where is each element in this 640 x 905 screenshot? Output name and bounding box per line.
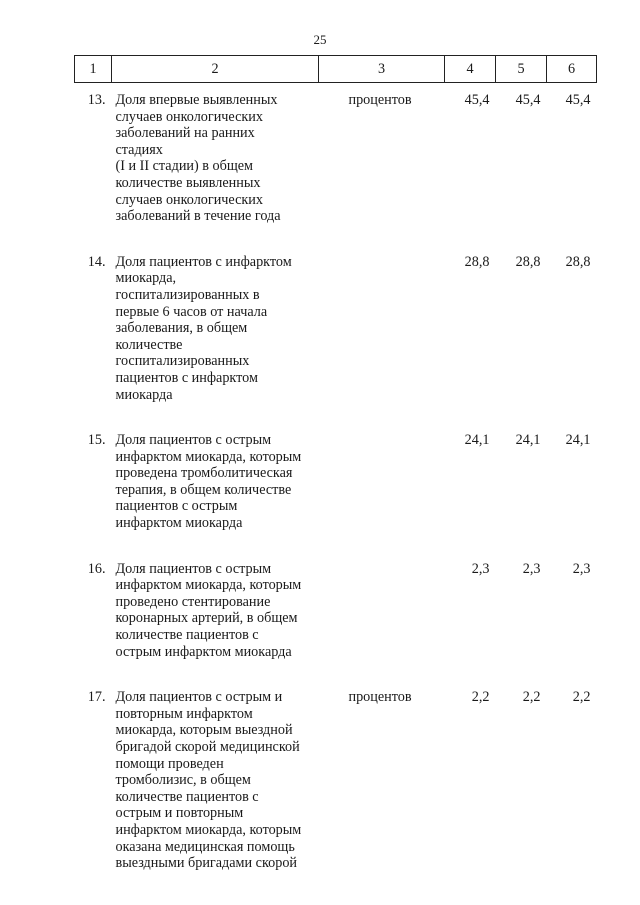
- table-row: [75, 83, 597, 245]
- value-col-6: 2,2: [572, 689, 591, 706]
- indicator-name-line: пациентов с острым: [115, 498, 238, 515]
- value-col-5: 2,3: [522, 560, 541, 577]
- indicator-name-line: миокарда, которым выездной: [115, 722, 293, 739]
- value-col-5: 45,4: [515, 92, 541, 108]
- indicator-name-line: помощи проведен: [115, 755, 224, 772]
- indicator-name-line: Доля пациентов с инфарктом: [115, 253, 292, 270]
- indicator-name-line: количестве пациентов с: [115, 788, 259, 805]
- indicator-name-line: Доля пациентов с острым: [115, 432, 272, 449]
- header-row: [75, 56, 597, 83]
- indicator-name-line: терапия, в общем количестве: [115, 481, 292, 498]
- indicator-name-line: Доля пациентов с острым и: [115, 689, 283, 706]
- indicator-name-line: Доля пациентов с острым: [115, 560, 272, 577]
- indicator-name-line: коронарных артерий, в общем: [115, 610, 298, 627]
- indicator-name-line: заболеваний в течение года: [115, 208, 281, 225]
- row-number: 14.: [87, 253, 106, 270]
- indicator-name-line: стадиях: [115, 141, 163, 158]
- unit-of-measure: процентов: [348, 92, 412, 108]
- indicator-name: [112, 245, 319, 423]
- indicator-name-line: Доля впервые выявленных: [115, 92, 278, 108]
- indicator-name-line: количестве: [115, 336, 183, 353]
- indicator-name: [112, 423, 319, 552]
- indicator-name-line: выездными бригадами скорой: [115, 855, 298, 872]
- indicators-table: [74, 55, 597, 892]
- row-number: 13.: [87, 92, 106, 108]
- row-number: 15.: [87, 432, 106, 449]
- value-col-6: 45,4: [565, 92, 591, 108]
- indicator-name-line: острым инфарктом миокарда: [115, 643, 292, 660]
- row-number: 17.: [87, 689, 106, 706]
- indicator-name-line: случаев онкологических: [115, 108, 263, 125]
- indicator-name-line: заболевания, в общем: [115, 320, 248, 337]
- indicator-name-line: госпитализированных: [115, 353, 250, 370]
- indicator-name-line: инфарктом миокарда, которым: [115, 821, 302, 838]
- column-header: 1: [75, 56, 112, 83]
- indicator-name-line: количестве пациентов с: [115, 627, 259, 644]
- row-number: 16.: [87, 560, 106, 577]
- indicator-name-line: проведено стентирование: [115, 593, 271, 610]
- indicator-name-line: тромболизис, в общем: [115, 772, 251, 789]
- table-row: [75, 552, 597, 681]
- value-col-4: 45,4: [464, 92, 490, 108]
- value-col-5: 2,2: [522, 689, 541, 706]
- indicator-name-line: (I и II стадии) в общем: [115, 158, 254, 175]
- table-row: [75, 245, 597, 423]
- indicator-name-line: проведена тромболитическая: [115, 465, 293, 482]
- indicator-name: [112, 552, 319, 681]
- value-col-5: 24,1: [515, 432, 541, 449]
- value-col-5: 28,8: [515, 253, 541, 270]
- value-col-6: 2,3: [572, 560, 591, 577]
- indicator-name-line: госпитализированных в: [115, 286, 260, 303]
- column-header: 6: [547, 56, 597, 83]
- column-header: 2: [112, 56, 319, 83]
- table-row: [75, 423, 597, 552]
- indicator-name-line: заболеваний на ранних: [115, 125, 255, 142]
- indicator-name-line: инфарктом миокарда, которым: [115, 577, 302, 594]
- column-header: 3: [319, 56, 445, 83]
- indicator-name-line: острым и повторным: [115, 805, 244, 822]
- value-col-4: 28,8: [464, 253, 490, 270]
- indicator-name-line: бригадой скорой медицинской: [115, 739, 300, 755]
- unit-of-measure: [319, 423, 445, 552]
- table-row: [75, 680, 597, 892]
- column-header: 5: [496, 56, 547, 83]
- value-col-4: 2,3: [471, 560, 490, 577]
- indicator-name-line: повторным инфарктом: [115, 705, 253, 722]
- page-number: 25: [313, 32, 327, 47]
- indicator-name-line: пациентов с инфарктом: [115, 369, 258, 386]
- value-col-4: 24,1: [464, 432, 490, 449]
- indicator-name-line: случаев онкологических: [115, 191, 263, 208]
- value-col-6: 24,1: [565, 432, 591, 449]
- indicator-name-line: инфарктом миокарда, которым: [115, 448, 302, 465]
- indicator-name-line: оказана медицинская помощь: [115, 838, 295, 855]
- indicator-name: [112, 680, 319, 892]
- column-header: 4: [445, 56, 496, 83]
- indicator-name-line: инфарктом миокарда: [115, 515, 243, 532]
- unit-of-measure: [319, 552, 445, 681]
- value-col-6: 28,8: [565, 253, 591, 270]
- indicator-name-line: миокарда: [115, 386, 173, 403]
- value-col-4: 2,2: [471, 689, 490, 706]
- indicator-name-line: количестве выявленных: [115, 174, 261, 191]
- unit-of-measure: процентов: [348, 689, 412, 706]
- indicator-name-line: первые 6 часов от начала: [115, 303, 268, 320]
- indicator-name: [112, 83, 319, 245]
- unit-of-measure: [319, 245, 445, 423]
- indicator-name-line: миокарда,: [115, 270, 177, 287]
